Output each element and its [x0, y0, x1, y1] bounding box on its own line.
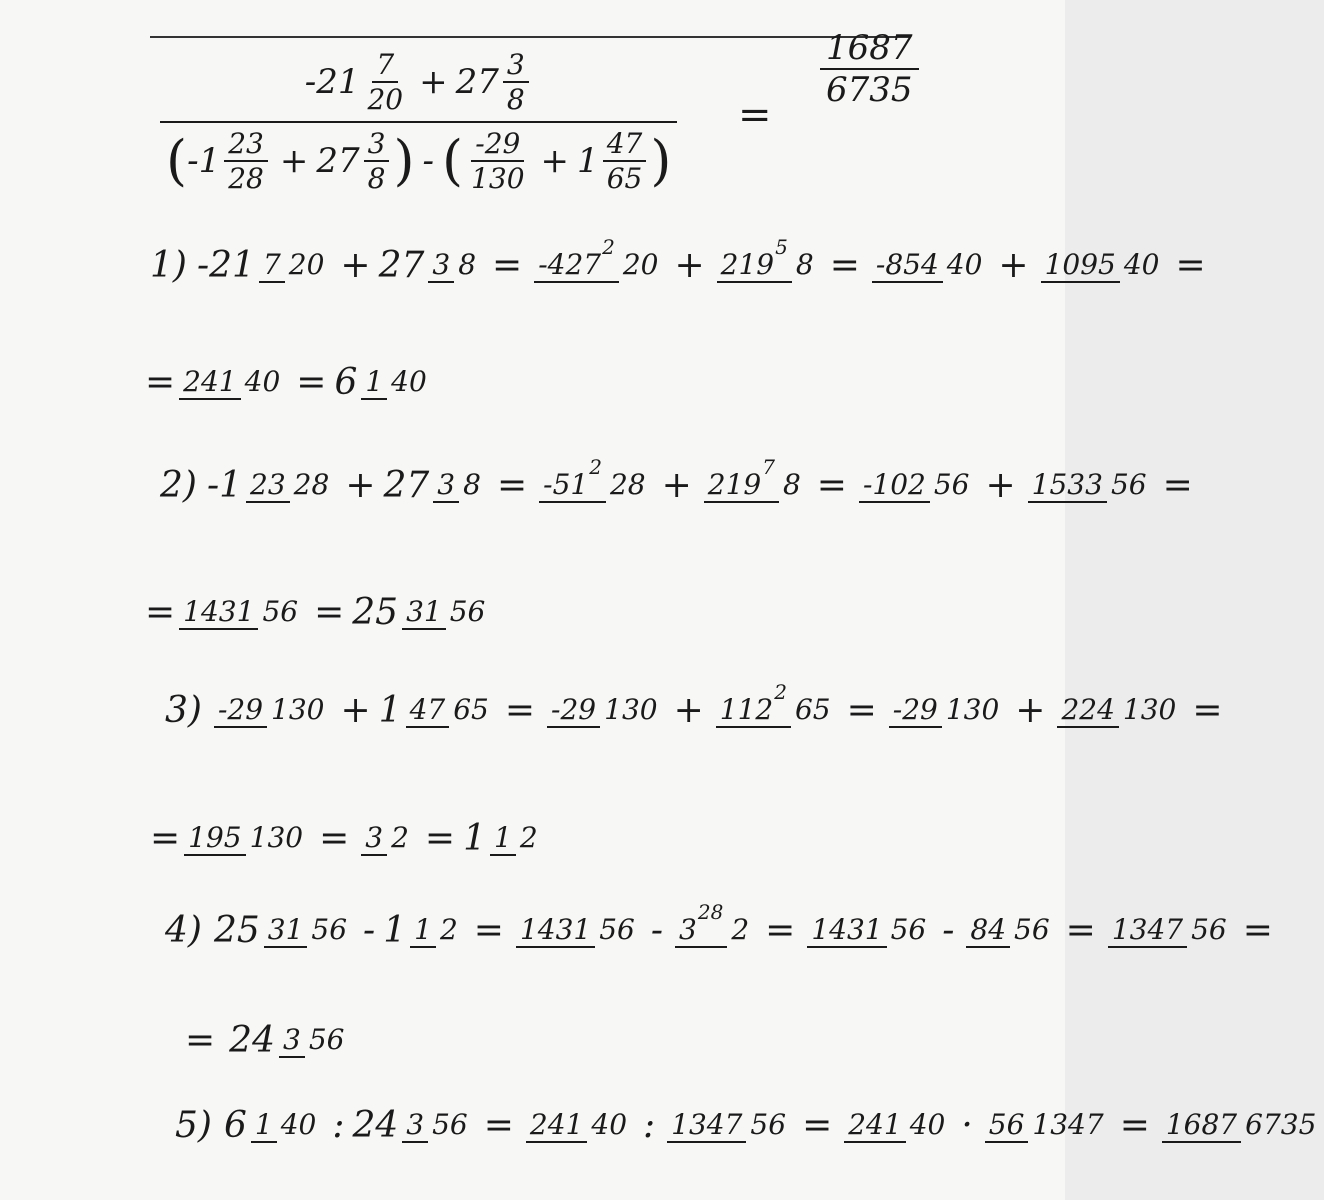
math-token: 3	[503, 50, 529, 83]
math-token: 31	[402, 597, 446, 630]
fraction	[503, 50, 529, 115]
fraction	[490, 821, 542, 856]
math-token: 130	[271, 692, 325, 726]
fraction	[807, 913, 930, 948]
ruled-line	[150, 36, 910, 38]
math-token: =	[296, 362, 327, 403]
math-token: 28	[293, 467, 330, 501]
math-token: =	[1065, 910, 1096, 951]
math-token: 84	[966, 915, 1010, 948]
fraction	[1041, 248, 1164, 283]
math-token: 56	[262, 594, 299, 628]
math-token: =	[145, 362, 176, 403]
math-token: +	[1015, 690, 1046, 731]
math-token: 130	[1122, 692, 1177, 726]
step-label: 5)	[175, 1105, 212, 1146]
math-token: 20	[367, 83, 404, 117]
fraction	[361, 365, 430, 400]
math-token: 8	[795, 247, 814, 281]
math-token: 56	[933, 467, 970, 501]
math-token: +	[340, 245, 371, 286]
math-token: +	[985, 465, 1016, 506]
math-token: -29	[214, 695, 267, 728]
math-token: 241	[179, 367, 240, 400]
math-token: 31	[264, 915, 308, 948]
fraction	[1057, 693, 1180, 728]
math-token: +	[540, 141, 570, 182]
math-token: 1	[490, 823, 516, 856]
math-token: 7	[762, 454, 775, 479]
math-token: 1	[361, 367, 387, 400]
math-token: 24	[229, 1020, 275, 1061]
math-token: -	[422, 141, 435, 182]
problem-expression	[160, 50, 677, 194]
fraction	[717, 234, 818, 283]
math-token: 1687	[1162, 1110, 1241, 1143]
math-token: =	[492, 245, 523, 286]
math-token: 1	[251, 1110, 277, 1143]
step-5	[175, 1105, 1324, 1146]
math-token: 2	[391, 820, 409, 854]
fraction	[716, 679, 835, 728]
fraction	[516, 913, 639, 948]
step-2	[160, 454, 1201, 506]
math-token: 6735	[1245, 1107, 1317, 1141]
math-token: 130	[471, 162, 525, 196]
step-label: 1)	[150, 245, 187, 286]
math-token: 8	[506, 83, 525, 117]
math-token: 56	[311, 912, 348, 946]
math-token: =	[802, 1105, 833, 1146]
math-token: =	[1175, 245, 1206, 286]
problem-numerator	[295, 50, 543, 121]
math-token: 241	[526, 1110, 587, 1143]
math-token: 112	[719, 692, 774, 726]
math-token: -	[650, 910, 664, 951]
math-token: 8	[367, 162, 386, 196]
step-2-result	[145, 592, 493, 633]
step-3-result	[150, 818, 546, 859]
math-token: +	[674, 245, 705, 286]
math-token: 241	[844, 1110, 905, 1143]
fraction	[259, 248, 328, 283]
fraction	[402, 595, 489, 630]
mixed-whole: -21	[304, 62, 360, 103]
fraction	[526, 1108, 631, 1143]
math-token: 1	[383, 910, 407, 951]
math-token: 1533	[1028, 470, 1107, 503]
math-token: 8	[458, 247, 477, 281]
math-token: 1347	[1108, 915, 1187, 948]
math-token: 8	[463, 467, 481, 501]
math-token: 65	[606, 162, 643, 196]
fraction	[1108, 913, 1231, 948]
parenthesis: )	[650, 129, 672, 193]
math-token: -1	[187, 141, 221, 182]
math-token: 56	[449, 594, 486, 628]
final-answer	[820, 28, 919, 110]
math-token: =	[424, 818, 456, 859]
step-1	[150, 234, 1214, 286]
fraction	[279, 1023, 348, 1058]
math-token: 2	[731, 912, 750, 946]
math-token: 28	[228, 162, 264, 196]
math-token: 40	[244, 364, 281, 398]
math-token: 28	[609, 467, 646, 501]
fraction	[534, 234, 662, 283]
step-4-result	[185, 1020, 352, 1061]
math-token: =	[314, 592, 345, 633]
math-token: 3	[279, 1025, 305, 1058]
fraction	[406, 693, 493, 728]
math-token: 28	[697, 899, 724, 924]
math-token: 47	[603, 129, 647, 162]
math-token: 2	[774, 679, 787, 704]
mixed-whole: 27	[455, 62, 499, 103]
math-token: :	[643, 1105, 656, 1146]
math-token: =	[765, 910, 796, 951]
math-token: =	[738, 92, 772, 138]
math-token: 25	[352, 592, 399, 633]
fraction	[844, 1108, 949, 1143]
math-token: =	[473, 910, 504, 951]
fraction	[547, 693, 662, 728]
fraction	[246, 468, 333, 503]
math-token: =	[816, 465, 847, 506]
math-token: 7	[259, 250, 285, 283]
math-token: =	[185, 1020, 216, 1061]
math-token: 3	[433, 470, 459, 503]
fraction	[428, 248, 480, 283]
math-token: 1095	[1041, 250, 1120, 283]
math-token: 1	[577, 141, 599, 182]
fraction	[1162, 1108, 1321, 1143]
fraction	[675, 899, 753, 948]
fraction	[985, 1108, 1108, 1143]
math-token: 40	[391, 364, 427, 398]
fraction	[184, 821, 307, 856]
math-token: 2	[602, 234, 615, 259]
fraction	[224, 126, 268, 196]
fraction	[704, 454, 805, 503]
math-token: =	[1162, 465, 1193, 506]
math-token: 1	[463, 818, 486, 859]
math-token: 130	[604, 692, 658, 726]
fraction	[966, 913, 1053, 948]
operator: +	[419, 62, 448, 103]
math-token: 40	[909, 1107, 946, 1141]
fraction	[433, 468, 485, 503]
math-token: 40	[946, 247, 983, 281]
math-token: 65	[453, 692, 489, 726]
math-token: 3	[428, 250, 454, 283]
math-token: 2	[519, 820, 538, 854]
math-token: 24	[352, 1105, 399, 1146]
math-token: =	[1119, 1105, 1150, 1146]
math-token: -427	[538, 247, 602, 281]
step-1-result	[145, 362, 435, 403]
math-token: =	[496, 465, 528, 506]
problem-denominator	[160, 123, 677, 194]
fraction	[889, 693, 1004, 728]
math-token: 20	[288, 247, 325, 281]
math-token: 2	[589, 454, 602, 479]
math-token: 23	[224, 129, 268, 162]
math-token: 47	[406, 695, 450, 728]
parenthesis: (	[442, 129, 464, 193]
math-token: =	[319, 818, 350, 859]
fraction	[859, 468, 974, 503]
math-token: +	[345, 465, 376, 506]
math-token: 2	[439, 912, 458, 946]
math-token: 27	[316, 141, 360, 182]
step-label: 3)	[165, 690, 202, 731]
math-token: =	[1242, 910, 1273, 951]
math-token: 56	[890, 912, 927, 946]
math-token: =	[829, 245, 860, 286]
fraction	[872, 248, 987, 283]
math-token: 219	[707, 467, 762, 501]
math-token: 219	[720, 247, 775, 281]
math-token: 224	[1057, 695, 1118, 728]
math-token: -1	[206, 465, 243, 506]
fraction	[364, 126, 390, 196]
math-token: 56	[750, 1107, 787, 1141]
math-token: 1	[410, 915, 436, 948]
fraction	[214, 693, 329, 728]
math-token: 56	[1191, 912, 1227, 946]
parenthesis: )	[393, 129, 415, 193]
math-token: +	[279, 141, 309, 182]
math-token: =	[150, 818, 181, 859]
math-token: +	[673, 690, 704, 731]
math-token: -51	[543, 467, 589, 501]
math-token: 3	[361, 823, 387, 856]
fraction	[264, 913, 351, 948]
math-token: -29	[471, 129, 524, 162]
fraction	[667, 1108, 790, 1143]
math-token: 1	[378, 690, 402, 731]
math-token: 27	[378, 245, 425, 286]
math-token: 6	[223, 1105, 247, 1146]
math-token: -	[363, 910, 376, 951]
math-token: 1347	[1032, 1107, 1104, 1141]
math-token: 56	[1014, 912, 1050, 946]
math-token: -102	[859, 470, 930, 503]
math-token: =	[846, 690, 877, 731]
math-token: =	[1192, 690, 1223, 731]
math-token: +	[998, 245, 1029, 286]
math-token: 25	[213, 910, 260, 951]
step-4	[165, 899, 1281, 951]
math-token: 1347	[667, 1110, 746, 1143]
math-token: 6	[334, 362, 358, 403]
math-token: =	[483, 1105, 514, 1146]
math-token: -854	[872, 250, 943, 283]
math-token: 8	[782, 467, 801, 501]
math-token: 40	[280, 1107, 317, 1141]
math-token: 5	[775, 234, 788, 259]
math-token: 130	[945, 692, 1000, 726]
equals-sign	[738, 92, 772, 138]
math-token: 3	[402, 1110, 428, 1143]
fraction	[361, 821, 413, 856]
math-token: -21	[196, 245, 255, 286]
math-token: =	[504, 690, 536, 731]
math-token: 1431	[807, 915, 886, 948]
math-token: 7	[372, 50, 398, 83]
math-token: =	[145, 592, 176, 633]
math-token: 3	[364, 129, 390, 162]
math-token: 40	[591, 1107, 628, 1141]
fraction	[539, 454, 649, 503]
math-token: 20	[622, 247, 659, 281]
math-token: 195	[184, 823, 245, 856]
math-token: 56	[432, 1107, 468, 1141]
fraction	[179, 365, 284, 400]
fraction	[467, 126, 528, 196]
math-token: ·	[961, 1105, 973, 1146]
math-token: 23	[246, 470, 290, 503]
fraction	[251, 1108, 320, 1143]
math-token: 56	[1110, 467, 1147, 501]
math-token: 56	[985, 1110, 1029, 1143]
math-token: 1431	[179, 597, 258, 630]
math-token: 40	[1123, 247, 1160, 281]
step-label: 4)	[165, 910, 202, 951]
math-token: -29	[889, 695, 942, 728]
step-3	[165, 679, 1231, 731]
math-token: 1431	[516, 915, 595, 948]
math-token: 130	[249, 820, 304, 854]
math-token: 56	[308, 1022, 345, 1056]
step-label: 2)	[160, 465, 197, 506]
fraction	[179, 595, 302, 630]
math-token: -29	[547, 695, 600, 728]
fraction	[363, 50, 407, 115]
fraction	[603, 126, 647, 196]
math-token: 56	[599, 912, 635, 946]
math-token: 27	[383, 465, 430, 506]
fraction	[1028, 468, 1151, 503]
parenthesis: (	[166, 129, 188, 193]
math-token: :	[332, 1105, 345, 1146]
math-token: +	[661, 465, 692, 506]
math-token: 1687	[820, 28, 919, 70]
math-token: -	[942, 910, 955, 951]
math-token: 3	[679, 912, 697, 946]
math-token: +	[340, 690, 371, 731]
math-token: 65	[794, 692, 831, 726]
fraction	[410, 913, 462, 948]
fraction	[402, 1108, 471, 1143]
math-token: 6735	[826, 70, 913, 110]
